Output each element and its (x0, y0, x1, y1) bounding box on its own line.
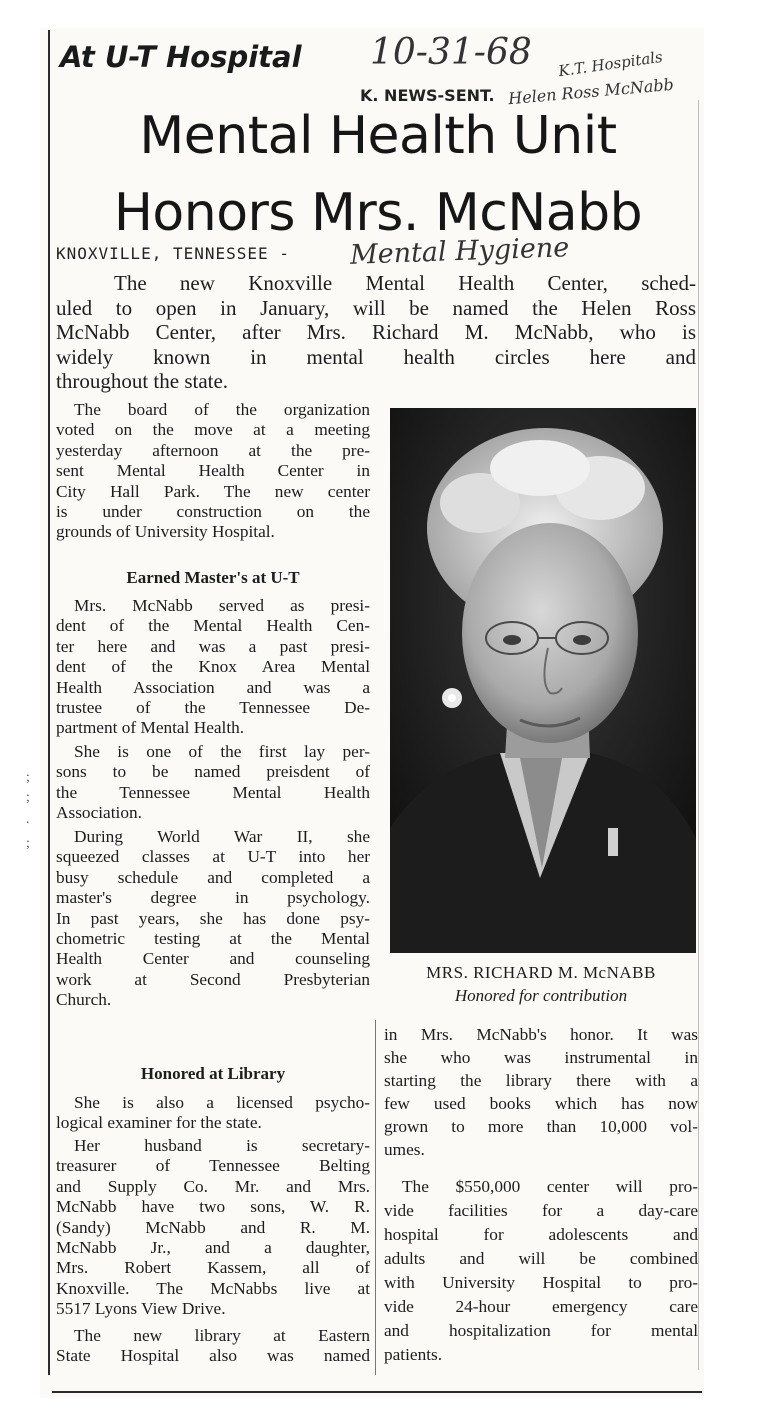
col1-p1-line: voted on the move at a meeting (56, 420, 370, 440)
col1-p6-line: Knoxville. The McNabbs live at (56, 1278, 370, 1298)
col1-p7-line: The new library at Eastern (74, 1326, 370, 1345)
col1-p2-line: Health Association and was a (56, 677, 370, 697)
handwritten-date: 10-31-68 (370, 32, 532, 73)
col1-p2-line: dent of the Mental Health Cen- (56, 616, 370, 636)
col1-p1-line: yesterday afternoon at the pre- (56, 440, 370, 460)
col2-p2-line: The $550,000 center will pro- (402, 1177, 698, 1196)
col1-p3-line: Association. (56, 803, 142, 823)
portrait-image (390, 408, 696, 953)
handwritten-note-1: K.T. Hospitals (557, 47, 664, 81)
col1-p4-line: work at Second Presbyterian (56, 969, 370, 989)
col1-p1-line: sent Mental Health Center in (56, 461, 370, 481)
col1-p2-line: trustee of the Tennessee De- (56, 698, 370, 717)
col1-p4-line: busy schedule and completed a (56, 867, 370, 887)
col2-p2-line: hospital for adolescents and (384, 1225, 698, 1244)
photo-caption-name: MRS. RICHARD M. McNABB (426, 963, 656, 982)
col1-p2-line: partment of Mental Health. (56, 718, 245, 738)
col1-p1-line: The board of the organization (74, 400, 370, 419)
col1-p1-line: City Hall Park. The new center (56, 481, 370, 501)
col2-p1-line: starting the library there with a (384, 1071, 698, 1090)
bottom-rule (52, 1391, 702, 1393)
margin-mark: . (26, 812, 30, 827)
col1-p4-line: Health Center and counseling (56, 949, 370, 969)
margin-mark: ; (26, 790, 30, 805)
handwritten-note-2: Helen Ross McNabb (507, 74, 675, 109)
col1-p3-line: sons to be named preisdent of (56, 762, 370, 782)
col1-p4-line: During World War II, she (74, 827, 370, 846)
col1-p4-line: Church. (56, 990, 112, 1010)
col1-p6-line: Her husband is secretary- (74, 1136, 370, 1155)
col1-p4-line: squeezed classes at U-T into her (56, 847, 370, 867)
col2-p2-line: and hospitalization for mental (384, 1321, 698, 1340)
col1-p5-line: logical examiner for the state. (56, 1113, 262, 1133)
headline-line-2: Honors Mrs. McNabb (113, 183, 643, 243)
col2-p2-line: patients. (384, 1345, 443, 1364)
col1-p6-line: Mrs. Robert Kassem, all of (56, 1258, 370, 1278)
col2-p1-line: grown to more than 10,000 vol- (384, 1117, 698, 1136)
lede-line-4: widely known in mental health circles here and (56, 344, 696, 369)
col1-p6-line: 5517 Lyons View Drive. (56, 1299, 226, 1319)
handwritten-dateline-note: Mental Hygiene (349, 232, 570, 271)
portrait-photo (390, 408, 696, 953)
lede-line-5: throughout the state. (56, 369, 229, 393)
col2-p1-line: in Mrs. McNabb's honor. It was (384, 1025, 698, 1044)
col1-p4-line: chometric testing at the Mental (56, 929, 370, 948)
subhead-honored-at-library: Honored at Library (140, 1064, 286, 1083)
col2-p2-line: vide 24-hour emergency care (384, 1297, 698, 1316)
col1-p4-line: master's degree in psychology. (56, 888, 370, 908)
lede-line-1: The new Knoxville Mental Health Center, sched- (114, 271, 696, 295)
col1-p3-line: the Tennessee Mental Health (56, 782, 370, 802)
photo-caption-subtitle: Honored for contribution (454, 986, 628, 1005)
col1-p1-line: grounds of University Hospital. (56, 522, 275, 542)
col1-p5-line: She is also a licensed psycho- (74, 1093, 370, 1112)
col1-p6-line: treasurer of Tennessee Belting (56, 1156, 370, 1176)
col1-p6-line: McNabb have two sons, W. R. (56, 1197, 370, 1217)
col2-p1-line: few used books which has now (384, 1094, 698, 1113)
newspaper-stamp: K. NEWS-SENT. (360, 86, 495, 105)
dateline: KNOXVILLE, TENNESSEE - (56, 244, 290, 263)
col1-p7-line: State Hospital also was named (56, 1346, 370, 1366)
right-edge-rule (698, 100, 699, 1370)
margin-mark: ; (26, 770, 30, 785)
col1-p6-line: McNabb Jr., and a daughter, (56, 1238, 370, 1257)
margin-mark: ; (26, 836, 30, 851)
subhead-earned-masters: Earned Master's at U-T (126, 568, 300, 587)
col1-p6-line: and Supply Co. Mr. and Mrs. (56, 1176, 370, 1196)
col2-p1-line: she who was instrumental in (384, 1048, 698, 1067)
col1-p2-line: Mrs. McNabb served as presi- (74, 596, 370, 615)
lede-line-3: McNabb Center, after Mrs. Richard M. McNabb, who is (56, 320, 696, 344)
col2-p1-line: umes. (384, 1140, 425, 1159)
headline-line-1: Mental Health Unit (139, 106, 617, 166)
col1-p2-line: dent of the Knox Area Mental (56, 657, 370, 677)
left-column-rule (48, 30, 50, 1375)
col1-p6-line: (Sandy) McNabb and R. M. (56, 1217, 370, 1237)
col2-p2-line: vide facilities for a day-care (384, 1201, 698, 1220)
lede-line-2: uled to open in January, will be named the Helen Ross (56, 295, 696, 320)
col1-p1-line: is under construction on the (56, 502, 370, 521)
col1-p4-line: In past years, she has done psy- (56, 908, 370, 928)
col2-p2-line: adults and will be combined (384, 1249, 698, 1268)
kicker: At U-T Hospital (60, 40, 302, 74)
col1-p2-line: ter here and was a past presi- (56, 636, 370, 656)
col1-p3-line: She is one of the first lay per- (74, 742, 370, 761)
column-divider (375, 1020, 376, 1375)
col2-p2-line: with University Hospital to pro- (384, 1273, 698, 1292)
